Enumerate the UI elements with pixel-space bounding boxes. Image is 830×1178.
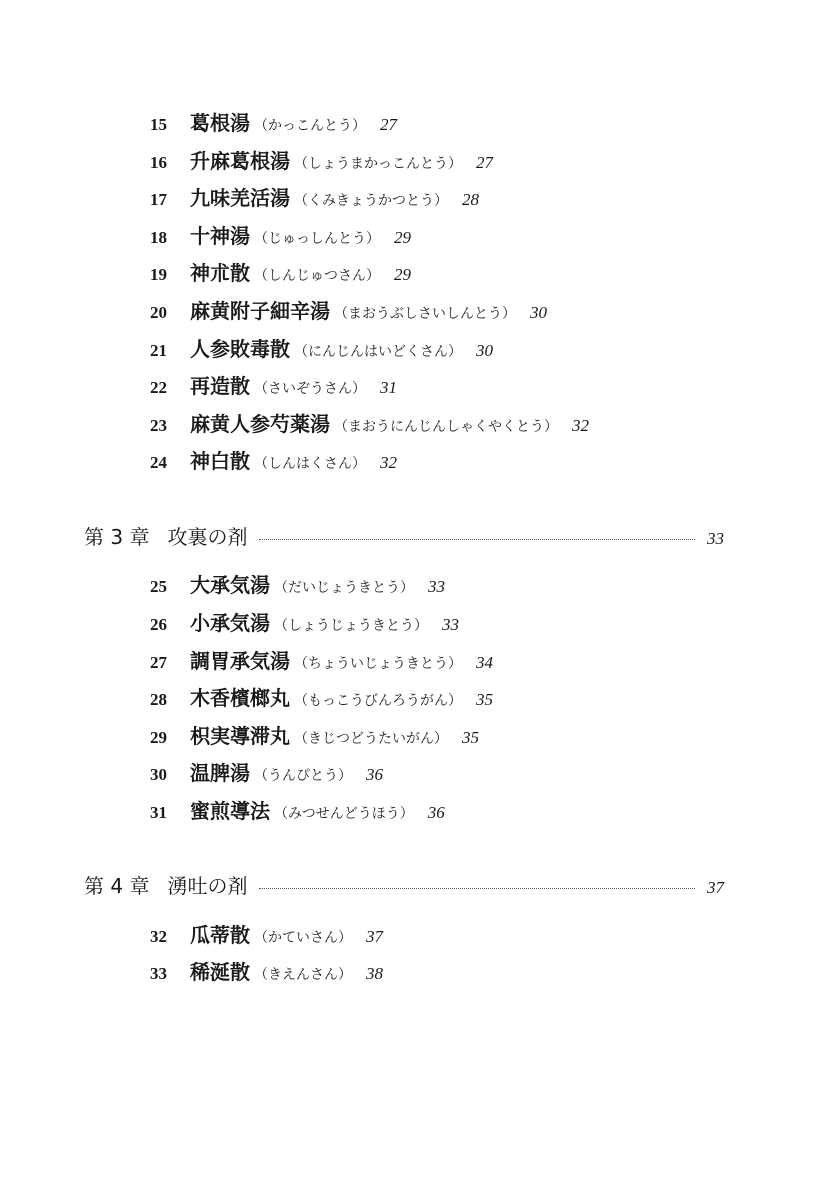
entry-page: 27: [380, 115, 397, 134]
toc-entry[interactable]: [150, 221, 411, 251]
entry-reading: （かっこんとう）: [254, 118, 366, 134]
entry-reading: （ちょういじょうきとう）: [294, 656, 462, 672]
entry-number: 15: [150, 115, 167, 134]
entry-page: 37: [366, 927, 383, 946]
toc-entry[interactable]: [150, 409, 589, 439]
entry-name: 十神湯: [190, 224, 250, 248]
entry-page: 34: [476, 653, 493, 672]
entry-name: 再造散: [190, 374, 250, 398]
dot-leader: [259, 887, 695, 889]
entry-page: 31: [380, 378, 397, 397]
entry-name: 麻黄人参芍薬湯: [190, 412, 330, 436]
entry-page: 32: [380, 453, 397, 472]
entry-reading: （しんはくさん）: [254, 456, 366, 472]
entry-number: 17: [150, 190, 167, 209]
entry-page: 29: [394, 228, 411, 247]
toc-entry[interactable]: [150, 334, 493, 364]
entry-page: 33: [428, 577, 445, 596]
chapter-page: 33: [707, 529, 724, 548]
entry-name: 麻黄附子細辛湯: [190, 299, 330, 323]
entry-name: 稀涎散: [190, 960, 250, 984]
toc-entry[interactable]: [150, 146, 493, 176]
entry-number: 28: [150, 690, 167, 709]
chapter-label: 第 3 章: [84, 525, 150, 549]
entry-reading: （もっこうびんろうがん）: [294, 693, 462, 709]
toc-entry[interactable]: [150, 570, 445, 600]
entry-number: 30: [150, 765, 167, 784]
entry-reading: （まおうぶしさいしんとう）: [334, 306, 516, 322]
dot-leader: [259, 538, 695, 540]
toc-entry[interactable]: [150, 183, 479, 213]
entry-number: 29: [150, 728, 167, 747]
entry-number: 19: [150, 265, 167, 284]
entry-reading: （しょうまかっこんとう）: [294, 156, 462, 172]
chapter-title: 湧吐の剤: [167, 874, 248, 898]
chapter-heading[interactable]: [84, 520, 724, 554]
entry-page: 32: [572, 416, 589, 435]
entry-name: 小承気湯: [190, 611, 270, 635]
toc-entry[interactable]: [150, 258, 411, 288]
chapter-page: 37: [707, 878, 724, 897]
entry-number: 22: [150, 378, 167, 397]
entry-number: 25: [150, 577, 167, 596]
toc-entry[interactable]: [150, 446, 397, 476]
entry-name: 大承気湯: [190, 573, 270, 597]
entry-reading: （きじつどうたいがん）: [294, 731, 448, 747]
entry-name: 九味羌活湯: [190, 186, 290, 210]
entry-name: 温脾湯: [190, 761, 250, 785]
entry-name: 調胃承気湯: [190, 649, 290, 673]
entry-page: 27: [476, 153, 493, 172]
toc-entry[interactable]: [150, 296, 547, 326]
entry-page: 28: [462, 190, 479, 209]
chapter-heading[interactable]: [84, 869, 724, 903]
entry-reading: （にんじんはいどくさん）: [294, 344, 462, 360]
entry-number: 21: [150, 341, 167, 360]
entry-page: 30: [476, 341, 493, 360]
entry-name: 蜜煎導法: [190, 799, 270, 823]
entry-reading: （きえんさん）: [254, 967, 352, 983]
entry-number: 26: [150, 615, 167, 634]
toc-entry[interactable]: [150, 608, 459, 638]
entry-name: 枳実導滞丸: [190, 724, 290, 748]
toc-entry[interactable]: [150, 646, 493, 676]
entry-reading: （みつせんどうほう）: [274, 806, 414, 822]
entry-reading: （しんじゅつさん）: [254, 268, 380, 284]
entry-name: 瓜蒂散: [190, 923, 250, 947]
entry-name: 人参敗毒散: [190, 337, 290, 361]
toc-entry[interactable]: [150, 796, 445, 826]
entry-reading: （うんぴとう）: [254, 768, 352, 784]
entry-name: 神朮散: [190, 261, 250, 285]
entry-number: 18: [150, 228, 167, 247]
chapter-label: 第 4 章: [84, 874, 150, 898]
entry-number: 24: [150, 453, 167, 472]
entry-reading: （じゅっしんとう）: [254, 231, 380, 247]
entry-reading: （くみきょうかつとう）: [294, 193, 448, 209]
entry-page: 33: [442, 615, 459, 634]
toc-entry[interactable]: [150, 108, 397, 138]
entry-reading: （まおうにんじんしゃくやくとう）: [334, 419, 558, 435]
chapter-title: 攻裏の剤: [167, 525, 248, 549]
entry-number: 23: [150, 416, 167, 435]
entry-name: 神白散: [190, 449, 250, 473]
entry-name: 升麻葛根湯: [190, 149, 290, 173]
entry-name: 葛根湯: [190, 111, 250, 135]
entry-number: 32: [150, 927, 167, 946]
entry-reading: （かていさん）: [254, 930, 352, 946]
entry-number: 33: [150, 964, 167, 983]
entry-page: 38: [366, 964, 383, 983]
entry-number: 20: [150, 303, 167, 322]
entry-page: 35: [476, 690, 493, 709]
entry-number: 27: [150, 653, 167, 672]
toc-entry[interactable]: [150, 721, 479, 751]
entry-page: 30: [530, 303, 547, 322]
toc-entry[interactable]: [150, 683, 493, 713]
entry-page: 35: [462, 728, 479, 747]
entry-reading: （さいぞうさん）: [254, 381, 366, 397]
entry-name: 木香檳榔丸: [190, 686, 290, 710]
toc-entry[interactable]: [150, 371, 397, 401]
entry-number: 16: [150, 153, 167, 172]
entry-page: 36: [427, 803, 445, 822]
toc-entry[interactable]: [150, 758, 383, 788]
toc-entry[interactable]: [150, 920, 383, 950]
entry-page: 36: [366, 765, 383, 784]
entry-reading: （しょうじょうきとう）: [274, 618, 428, 634]
entry-reading: （だいじょうきとう）: [274, 580, 414, 596]
entry-number: 31: [150, 803, 167, 822]
toc-entry[interactable]: [150, 957, 383, 987]
entry-page: 29: [394, 265, 411, 284]
